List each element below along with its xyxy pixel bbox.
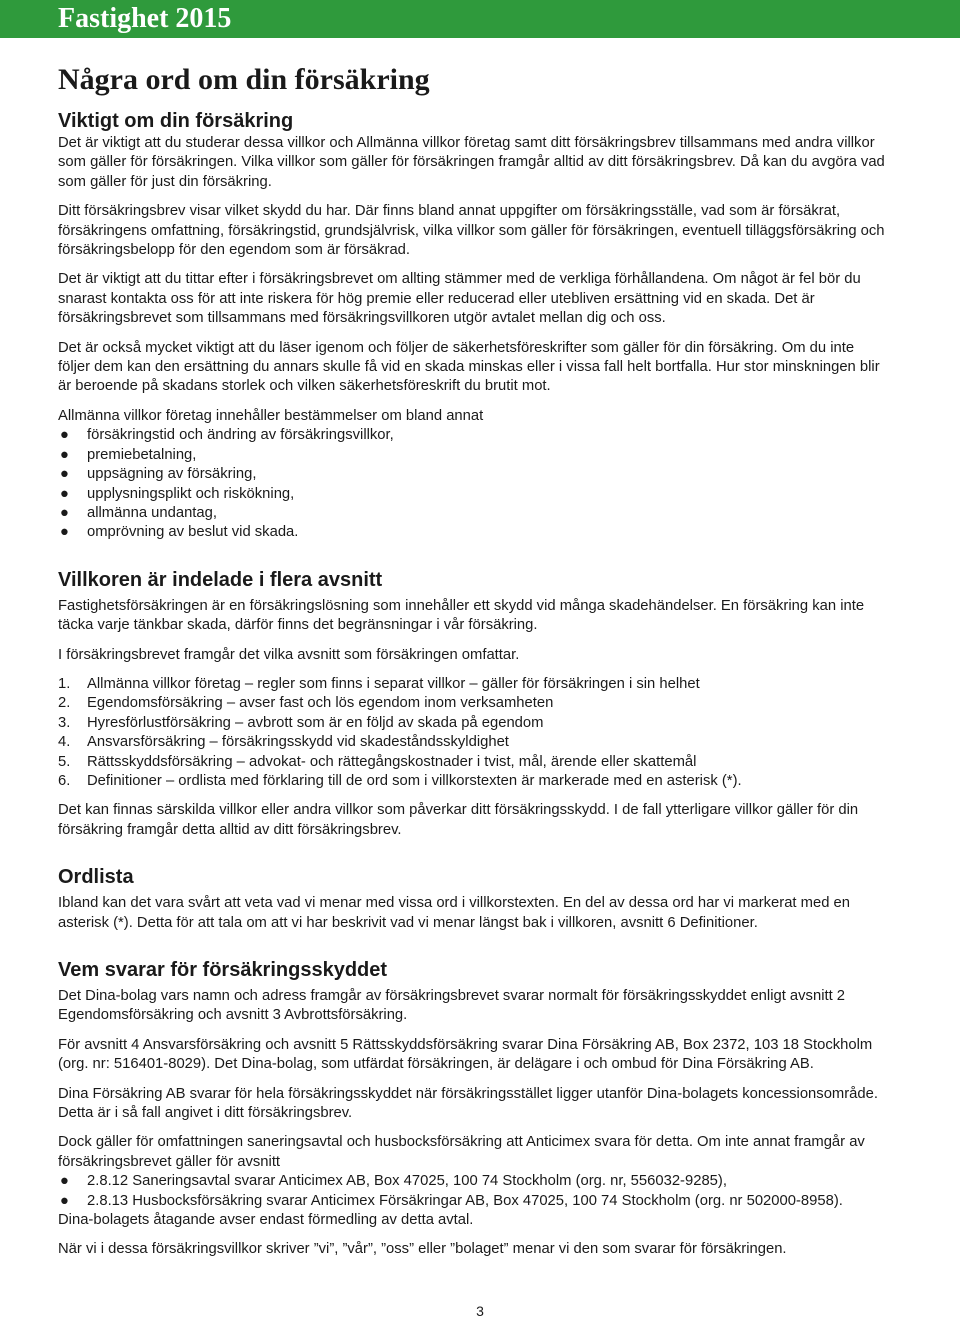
list-item: 1. Allmänna villkor företag – regler som finns i separat villkor – gäller för försäkringen i sin helhet (58, 675, 700, 692)
bullet-list (58, 426, 888, 542)
list-item: 2. Egendomsförsäkring – avser fast och lös egendom inom verksamheten (58, 695, 554, 712)
section-heading-sections: Villkoren är indelade i flera avsnitt (58, 568, 383, 591)
section-heading-glossary: Ordlista (58, 866, 134, 889)
page-title: Några ord om din försäkring (58, 63, 430, 96)
paragraph: Allmänna villkor företag innehåller bestämmelser om bland annat (58, 407, 484, 424)
list-item: ● 2.8.12 Saneringsavtal svarar Anticimex AB, Box 47025, 100 74 Stockholm (org. nr, 556032-9285), (58, 1172, 888, 1191)
bullet-icon: ● (60, 427, 69, 444)
list-item: 4. Ansvarsförsäkring – försäkringsskydd vid skadeståndsskyldighet (58, 734, 509, 751)
bullet-icon: ● (60, 1173, 69, 1190)
paragraph: När vi i dessa försäkringsvillkor skriver ”vi”, ”vår”, ”oss” eller ”bolaget” menar vi den som svarar för försäkringen. (58, 1241, 787, 1258)
bullet-icon: ● (60, 504, 69, 521)
list-item: ● uppsägning av försäkring, (58, 465, 888, 484)
bullet-icon: ● (60, 1192, 69, 1209)
list-item: 6. Definitioner – ordlista med förklaring till de ord som i villkorstexten är markerade med en asterisk (*). (58, 772, 742, 789)
list-item: ● premiebetalning, (58, 446, 888, 465)
list-item: 3. Hyresförlustförsäkring – avbrott som är en följd av skada på egendom (58, 714, 544, 731)
bullet-icon: ● (60, 485, 69, 502)
page-number: 3 (476, 1303, 484, 1319)
bullet-list (58, 1172, 888, 1211)
numbered-list (58, 675, 888, 791)
list-item: ● omprövning av beslut vid skada. (58, 523, 888, 542)
paragraph: Dock gäller för omfattningen saneringsavtal och husbocksförsäkring att Anticimex svara för detta. Om inte annat framgår av försäkringsbrevet gäller för avsnitt (58, 1134, 865, 1170)
paragraph: Det kan finnas särskilda villkor eller andra villkor som påverkar ditt försäkringsskydd. I de fall ytterligare villkor gäller för din försäkring framgår detta alltid av ditt försäkringsbrev. (58, 802, 859, 838)
header-title: Fastighet 2015 (58, 3, 232, 34)
paragraph: Dina Försäkring AB svarar för hela försäkringsskyddet när försäkringsstället ligger utanför Dina-bolagets koncessionsområde. Detta är i så fall angivet i ditt försäkringsbrev. (58, 1085, 878, 1122)
paragraph: Fastighetsförsäkringen är en försäkringslösning som innehåller ett skydd vid många skadehändelser. En försäkring kan inte täcka varje tänkbar skada, därför finns det begränsningar i vår försäkring. (58, 597, 865, 634)
list-item: 5. Rättsskyddsförsäkring – advokat- och rättegångskostnader i tvist, mål, ärende eller skattemål (58, 753, 697, 770)
list-item: ● försäkringstid och ändring av försäkringsvillkor, (58, 426, 888, 445)
paragraph: För avsnitt 4 Ansvarsförsäkring och avsnitt 5 Rättsskyddsförsäkring svarar Dina Försäkring AB, Box 2372, 103 18 Stockholm (org. nr: 516401-8029). Det Dina-bolag, som utfärdat försäkringen, är delägare i och ombud för Dina Försäkring AB. (58, 1036, 873, 1073)
header-bar (0, 0, 960, 38)
page-content (58, 60, 888, 1260)
section-heading-important: Viktigt om din försäkring (58, 110, 294, 132)
paragraph: I försäkringsbrevet framgår det vilka avsnitt som försäkringen omfattar. (58, 646, 520, 663)
paragraph: Det är viktigt att du tittar efter i försäkringsbrevet om allting stämmer med de verkliga förhållandena. Om något är fel bör du snarast kontakta oss för att inte riskera för hög premie eller reducerad eller utebliven ersättning vid en skada. Det är försäkringsbrevet som tillsammans med försäkringsvillkoren utgör avtalet mellan dig och oss. (58, 271, 861, 327)
paragraph: Det är också mycket viktigt att du läser igenom och följer de säkerhetsföreskrifter som gäller för din försäkring. Om du inte följer dem kan den ersättning du annars skulle få vid en skada minskas eller i vissa fall helt bortfalla. Hur stor minskningen blir är beroende på skadans storlek och vilken säkerhetsföreskrift du brutit mot. (58, 339, 880, 395)
list-item: ● allmänna undantag, (58, 504, 888, 523)
paragraph: Dina-bolagets åtagande avser endast förmedling av detta avtal. (58, 1212, 474, 1229)
section-heading-responsibility: Vem svarar för försäkringsskyddet (58, 959, 388, 981)
paragraph: Det Dina-bolag vars namn och adress framgår av försäkringsbrevet svarar normalt för försäkringsskyddet enligt avsnitt 2 Egendomsförsäkring och avsnitt 3 Avbrottsförsäkring. (58, 988, 846, 1024)
list-item: ● upplysningsplikt och riskökning, (58, 485, 888, 504)
bullet-icon: ● (60, 466, 69, 483)
bullet-icon: ● (60, 524, 69, 541)
bullet-icon: ● (60, 446, 69, 463)
paragraph: Ibland kan det vara svårt att veta vad vi menar med vissa ord i villkorstexten. En del av dessa ord har vi markerat med en asterisk (*). Detta för att tala om att vi har beskrivit vad vi menar längst bak i villkoren, avsnitt 6 Definitioner. (58, 895, 851, 931)
paragraph: Ditt försäkringsbrev visar vilket skydd du har. Där finns bland annat uppgifter om försäkringsställe, vad som är försäkrat, försäkringens omfattning, försäkringstid, grundsjälvrisk, vilka villkor som gäller för försäkringen, eventuell tilläggsförsäkring och försäkringsbelopp för den egendom som är försäkrad. (58, 203, 885, 259)
paragraph: Det är viktigt att du studerar dessa villkor och Allmänna villkor företag samt ditt försäkringsbrev tillsammans med andra villkor som gäller för försäkringen. Vilka villkor som gäller för försäkringen framgår alltid av ditt försäkringsbrev. Då kan du avgöra vad som gäller för just din försäkring. (58, 135, 885, 190)
list-item: ● 2.8.13 Husbocksförsäkring svarar Anticimex Försäkringar AB, Box 47025, 100 74 Stockholm (org. nr 502000-8958). (58, 1192, 888, 1211)
